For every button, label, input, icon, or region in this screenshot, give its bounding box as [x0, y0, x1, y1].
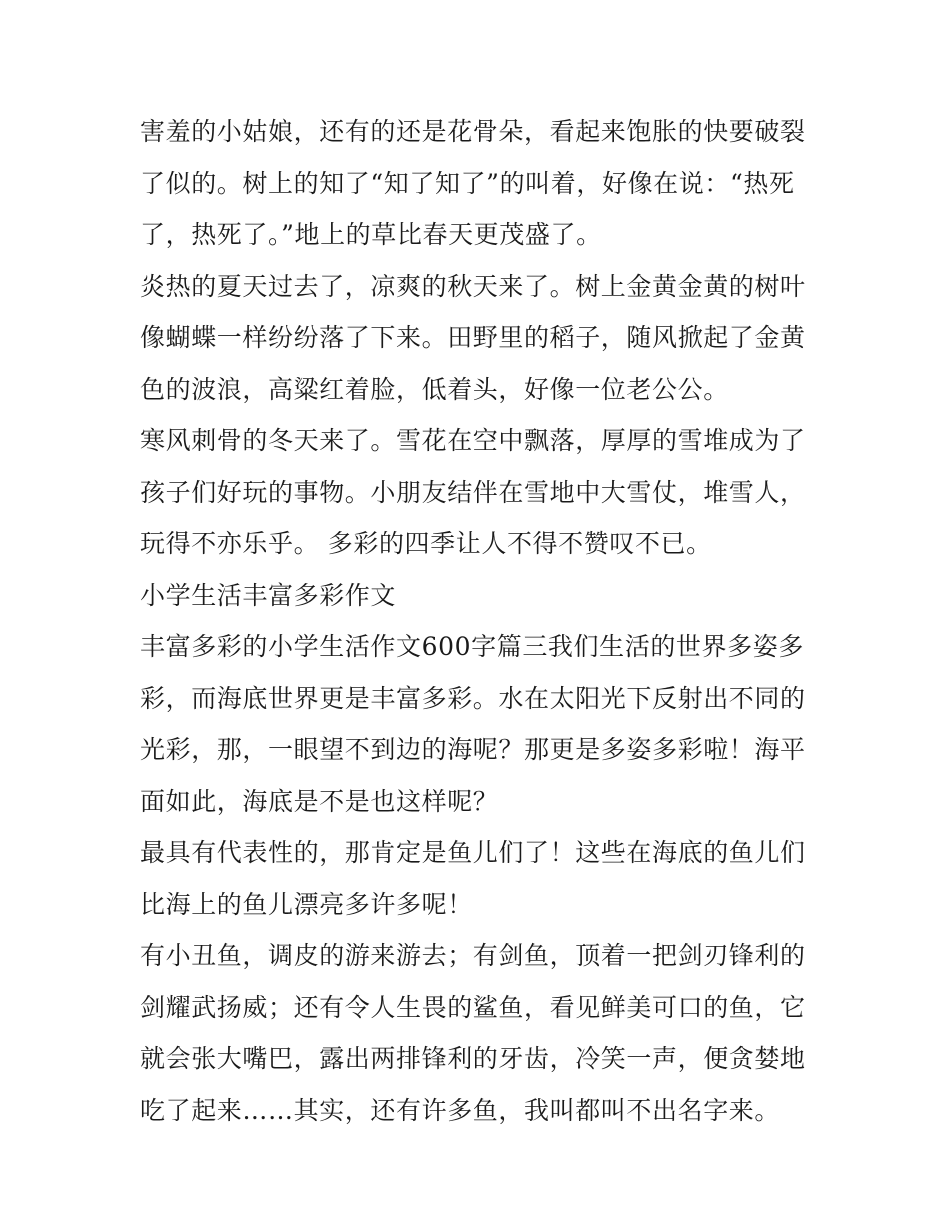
paragraph: 丰富多彩的小学生活作文600字篇三我们生活的世界多姿多彩，而海底世界更是丰富多彩。水在太阳光下反射出不同的光彩，那，一眼望不到边的海呢？那更是多姿多彩啦！海平面如此，海底是不是也这样呢？ — [140, 632, 806, 816]
paragraph: 最具有代表性的，那肯定是鱼儿们了！这些在海底的鱼儿们比海上的鱼儿漂亮多许多呢！ — [140, 838, 806, 919]
paragraph: 有小丑鱼，调皮的游来游去；有剑鱼，顶着一把剑刃锋利的剑耀武扬威；还有令人生畏的鲨鱼，看见鲜美可口的鱼，它就会张大嘴巴，露出两排锋利的牙齿，冷笑一声，便贪婪地吃了起来……其实，还有许多鱼，我叫都叫不出名字来。 — [140, 941, 806, 1125]
paragraph: 寒风刺骨的冬天来了。雪花在空中飘落，厚厚的雪堆成为了孩子们好玩的事物。小朋友结伴在雪地中大雪仗，堆雪人，玩得不亦乐乎。 多彩的四季让人不得不赞叹不已。 — [140, 426, 806, 558]
document-body — [140, 106, 815, 1136]
paragraph: 炎热的夏天过去了，凉爽的秋天来了。树上金黄金黄的树叶像蝴蝶一样纷纷落了下来。田野里的稻子，随风掀起了金黄色的波浪，高粱红着脸，低着头，好像一位老公公。 — [140, 271, 806, 404]
section-title: 小学生活丰富多彩作文 — [140, 580, 397, 610]
paragraph: 害羞的小姑娘，还有的还是花骨朵，看起来饱胀的快要破裂了似的。树上的知了“知了知了”的叫着，好像在说：“热死了，热死了。”地上的草比春天更茂盛了。 — [140, 117, 806, 249]
